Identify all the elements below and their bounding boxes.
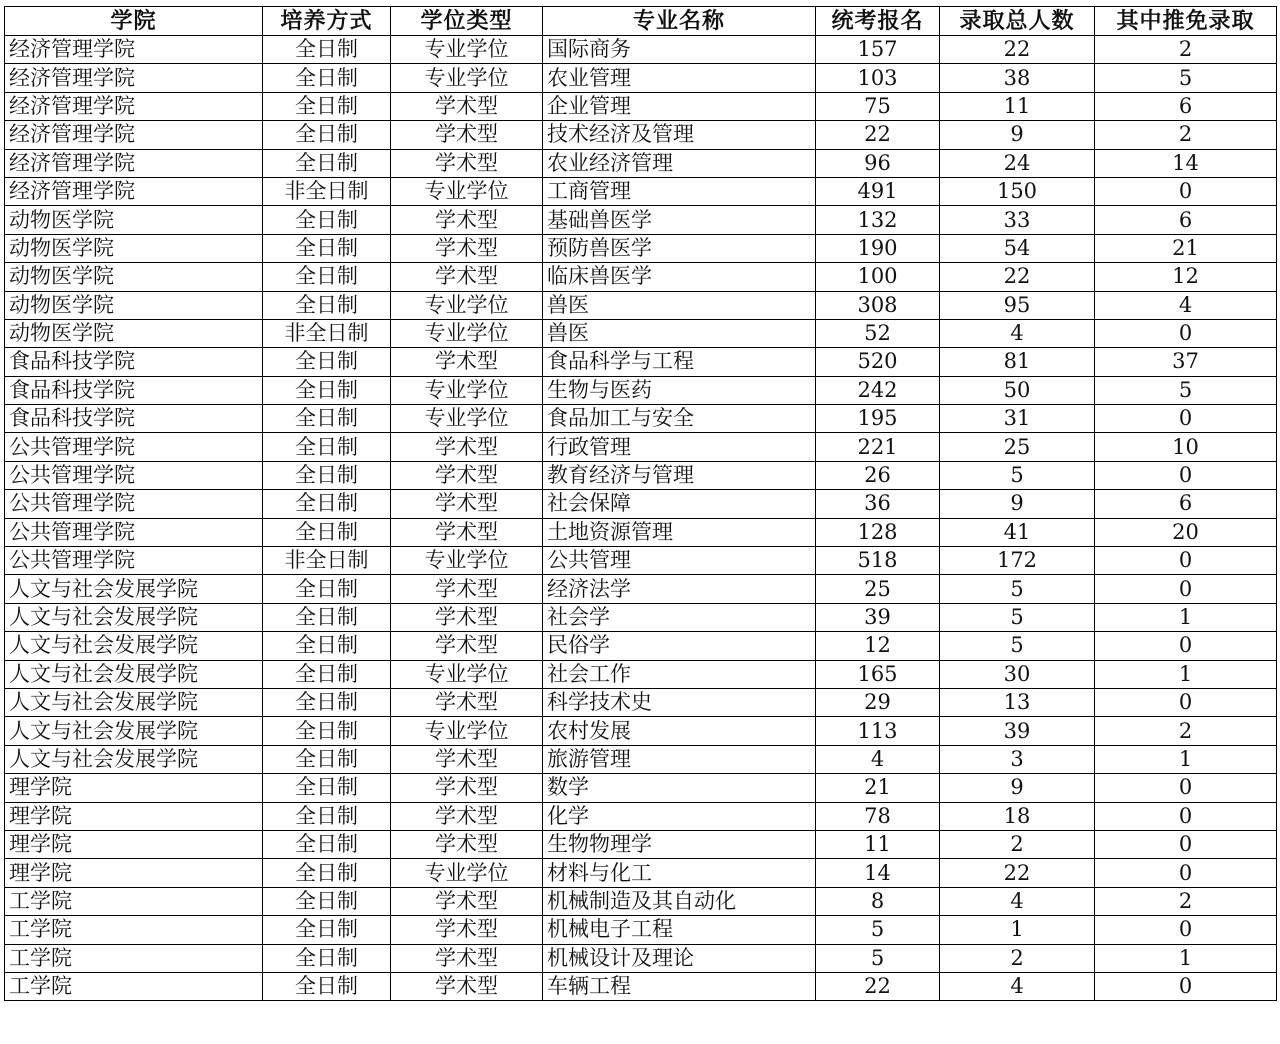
admitted-cell: 172 [940,547,1095,575]
header-degree-type: 学位类型 [391,7,543,36]
recommended-cell: 21 [1095,234,1277,262]
admitted-cell: 54 [940,234,1095,262]
table-row [5,972,1277,1000]
degree-type-cell: 专业学位 [391,64,543,92]
study-mode-cell: 全日制 [263,64,391,92]
degree-type-cell: 学术型 [391,632,543,660]
major-cell: 旅游管理 [543,745,816,773]
admitted-cell: 39 [940,717,1095,745]
study-mode-cell: 全日制 [263,518,391,546]
table-row [5,177,1277,205]
major-cell: 食品科学与工程 [543,348,816,376]
admitted-cell: 41 [940,518,1095,546]
study-mode-cell: 全日制 [263,859,391,887]
recommended-cell: 20 [1095,518,1277,546]
degree-type-cell: 学术型 [391,944,543,972]
applicants-cell: 520 [816,348,940,376]
admissions-table [4,6,1277,1001]
major-cell: 科学技术史 [543,688,816,716]
college-cell: 动物医学院 [5,319,263,347]
major-cell: 工商管理 [543,177,816,205]
admitted-cell: 9 [940,490,1095,518]
table-row [5,717,1277,745]
table-row [5,234,1277,262]
study-mode-cell: 全日制 [263,632,391,660]
table-body [5,36,1277,1001]
college-cell: 人文与社会发展学院 [5,632,263,660]
admitted-cell: 22 [940,36,1095,64]
college-cell: 理学院 [5,774,263,802]
study-mode-cell: 全日制 [263,774,391,802]
applicants-cell: 100 [816,263,940,291]
table-row [5,859,1277,887]
college-cell: 人文与社会发展学院 [5,660,263,688]
recommended-cell: 0 [1095,177,1277,205]
study-mode-cell: 全日制 [263,206,391,234]
table-row [5,887,1277,915]
applicants-cell: 25 [816,575,940,603]
degree-type-cell: 学术型 [391,234,543,262]
college-cell: 理学院 [5,802,263,830]
study-mode-cell: 全日制 [263,490,391,518]
applicants-cell: 190 [816,234,940,262]
recommended-cell: 2 [1095,36,1277,64]
applicants-cell: 242 [816,376,940,404]
study-mode-cell: 全日制 [263,405,391,433]
major-cell: 生物与医药 [543,376,816,404]
college-cell: 动物医学院 [5,291,263,319]
college-cell: 公共管理学院 [5,490,263,518]
recommended-cell: 5 [1095,64,1277,92]
recommended-cell: 0 [1095,461,1277,489]
applicants-cell: 36 [816,490,940,518]
college-cell: 经济管理学院 [5,36,263,64]
major-cell: 材料与化工 [543,859,816,887]
college-cell: 经济管理学院 [5,149,263,177]
major-cell: 经济法学 [543,575,816,603]
college-cell: 工学院 [5,944,263,972]
degree-type-cell: 学术型 [391,887,543,915]
admitted-cell: 22 [940,263,1095,291]
study-mode-cell: 全日制 [263,944,391,972]
degree-type-cell: 学术型 [391,774,543,802]
table-row [5,319,1277,347]
applicants-cell: 22 [816,972,940,1000]
admitted-cell: 2 [940,944,1095,972]
recommended-cell: 0 [1095,405,1277,433]
study-mode-cell: 全日制 [263,36,391,64]
applicants-cell: 39 [816,603,940,631]
recommended-cell: 1 [1095,745,1277,773]
degree-type-cell: 专业学位 [391,36,543,64]
admitted-cell: 24 [940,149,1095,177]
major-cell: 生物物理学 [543,830,816,858]
table-row [5,348,1277,376]
college-cell: 理学院 [5,830,263,858]
major-cell: 预防兽医学 [543,234,816,262]
applicants-cell: 52 [816,319,940,347]
header-recommended: 其中推免录取 [1095,7,1277,36]
degree-type-cell: 专业学位 [391,319,543,347]
recommended-cell: 2 [1095,121,1277,149]
admitted-cell: 38 [940,64,1095,92]
recommended-cell: 0 [1095,319,1277,347]
applicants-cell: 8 [816,887,940,915]
admitted-cell: 4 [940,972,1095,1000]
recommended-cell: 37 [1095,348,1277,376]
major-cell: 农业经济管理 [543,149,816,177]
degree-type-cell: 专业学位 [391,717,543,745]
table-row [5,92,1277,120]
table-row [5,944,1277,972]
admitted-cell: 11 [940,92,1095,120]
recommended-cell: 6 [1095,92,1277,120]
recommended-cell: 0 [1095,632,1277,660]
study-mode-cell: 全日制 [263,745,391,773]
recommended-cell: 0 [1095,688,1277,716]
study-mode-cell: 全日制 [263,291,391,319]
applicants-cell: 29 [816,688,940,716]
degree-type-cell: 学术型 [391,92,543,120]
degree-type-cell: 学术型 [391,575,543,603]
recommended-cell: 2 [1095,717,1277,745]
major-cell: 企业管理 [543,92,816,120]
college-cell: 动物医学院 [5,263,263,291]
major-cell: 社会工作 [543,660,816,688]
applicants-cell: 96 [816,149,940,177]
major-cell: 农业管理 [543,64,816,92]
degree-type-cell: 学术型 [391,802,543,830]
major-cell: 技术经济及管理 [543,121,816,149]
study-mode-cell: 全日制 [263,916,391,944]
major-cell: 临床兽医学 [543,263,816,291]
major-cell: 农村发展 [543,717,816,745]
degree-type-cell: 学术型 [391,433,543,461]
college-cell: 经济管理学院 [5,177,263,205]
applicants-cell: 103 [816,64,940,92]
header-row [5,7,1277,36]
major-cell: 社会保障 [543,490,816,518]
college-cell: 理学院 [5,859,263,887]
admitted-cell: 4 [940,887,1095,915]
major-cell: 教育经济与管理 [543,461,816,489]
recommended-cell: 0 [1095,916,1277,944]
major-cell: 行政管理 [543,433,816,461]
degree-type-cell: 学术型 [391,603,543,631]
applicants-cell: 128 [816,518,940,546]
degree-type-cell: 学术型 [391,972,543,1000]
major-cell: 兽医 [543,291,816,319]
table-row [5,461,1277,489]
recommended-cell: 0 [1095,830,1277,858]
table-row [5,36,1277,64]
admitted-cell: 5 [940,461,1095,489]
major-cell: 机械电子工程 [543,916,816,944]
table-row [5,291,1277,319]
college-cell: 公共管理学院 [5,461,263,489]
degree-type-cell: 学术型 [391,206,543,234]
college-cell: 食品科技学院 [5,376,263,404]
recommended-cell: 0 [1095,859,1277,887]
table-row [5,518,1277,546]
major-cell: 数学 [543,774,816,802]
admitted-cell: 81 [940,348,1095,376]
recommended-cell: 6 [1095,490,1277,518]
study-mode-cell: 全日制 [263,92,391,120]
table-row [5,149,1277,177]
recommended-cell: 12 [1095,263,1277,291]
study-mode-cell: 全日制 [263,688,391,716]
table-row [5,916,1277,944]
table-row [5,688,1277,716]
applicants-cell: 308 [816,291,940,319]
admitted-cell: 5 [940,575,1095,603]
admitted-cell: 1 [940,916,1095,944]
college-cell: 人文与社会发展学院 [5,717,263,745]
college-cell: 经济管理学院 [5,64,263,92]
admitted-cell: 9 [940,774,1095,802]
header-major: 专业名称 [543,7,816,36]
admitted-cell: 22 [940,859,1095,887]
degree-type-cell: 专业学位 [391,405,543,433]
applicants-cell: 11 [816,830,940,858]
header-college: 学院 [5,7,263,36]
table-row [5,433,1277,461]
college-cell: 动物医学院 [5,206,263,234]
admitted-cell: 95 [940,291,1095,319]
table-row [5,405,1277,433]
table-row [5,547,1277,575]
college-cell: 人文与社会发展学院 [5,688,263,716]
table-row [5,575,1277,603]
admitted-cell: 33 [940,206,1095,234]
degree-type-cell: 学术型 [391,461,543,489]
applicants-cell: 78 [816,802,940,830]
study-mode-cell: 全日制 [263,575,391,603]
major-cell: 国际商务 [543,36,816,64]
applicants-cell: 491 [816,177,940,205]
admitted-cell: 18 [940,802,1095,830]
recommended-cell: 0 [1095,575,1277,603]
major-cell: 公共管理 [543,547,816,575]
admitted-cell: 5 [940,632,1095,660]
applicants-cell: 14 [816,859,940,887]
admitted-cell: 2 [940,830,1095,858]
header-admitted: 录取总人数 [940,7,1095,36]
major-cell: 化学 [543,802,816,830]
college-cell: 工学院 [5,972,263,1000]
applicants-cell: 195 [816,405,940,433]
degree-type-cell: 学术型 [391,263,543,291]
study-mode-cell: 全日制 [263,887,391,915]
applicants-cell: 165 [816,660,940,688]
table-row [5,376,1277,404]
applicants-cell: 4 [816,745,940,773]
admitted-cell: 5 [940,603,1095,631]
applicants-cell: 132 [816,206,940,234]
major-cell: 兽医 [543,319,816,347]
table-row [5,64,1277,92]
study-mode-cell: 全日制 [263,603,391,631]
study-mode-cell: 全日制 [263,717,391,745]
recommended-cell: 1 [1095,603,1277,631]
college-cell: 人文与社会发展学院 [5,603,263,631]
applicants-cell: 5 [816,944,940,972]
study-mode-cell: 全日制 [263,802,391,830]
college-cell: 经济管理学院 [5,92,263,120]
recommended-cell: 10 [1095,433,1277,461]
study-mode-cell: 全日制 [263,234,391,262]
major-cell: 民俗学 [543,632,816,660]
admitted-cell: 50 [940,376,1095,404]
recommended-cell: 2 [1095,887,1277,915]
study-mode-cell: 全日制 [263,121,391,149]
degree-type-cell: 学术型 [391,149,543,177]
study-mode-cell: 非全日制 [263,547,391,575]
table-row [5,802,1277,830]
major-cell: 社会学 [543,603,816,631]
applicants-cell: 21 [816,774,940,802]
college-cell: 食品科技学院 [5,348,263,376]
admitted-cell: 4 [940,319,1095,347]
admitted-cell: 25 [940,433,1095,461]
study-mode-cell: 全日制 [263,433,391,461]
college-cell: 动物医学院 [5,234,263,262]
applicants-cell: 157 [816,36,940,64]
college-cell: 公共管理学院 [5,518,263,546]
study-mode-cell: 全日制 [263,830,391,858]
degree-type-cell: 学术型 [391,830,543,858]
recommended-cell: 1 [1095,944,1277,972]
admitted-cell: 30 [940,660,1095,688]
admitted-cell: 150 [940,177,1095,205]
recommended-cell: 4 [1095,291,1277,319]
applicants-cell: 22 [816,121,940,149]
college-cell: 工学院 [5,887,263,915]
major-cell: 食品加工与安全 [543,405,816,433]
admitted-cell: 13 [940,688,1095,716]
table-row [5,603,1277,631]
applicants-cell: 5 [816,916,940,944]
study-mode-cell: 全日制 [263,461,391,489]
college-cell: 食品科技学院 [5,405,263,433]
degree-type-cell: 学术型 [391,688,543,716]
college-cell: 人文与社会发展学院 [5,575,263,603]
degree-type-cell: 专业学位 [391,547,543,575]
applicants-cell: 113 [816,717,940,745]
table-row [5,745,1277,773]
degree-type-cell: 专业学位 [391,376,543,404]
table-row [5,660,1277,688]
recommended-cell: 0 [1095,972,1277,1000]
study-mode-cell: 全日制 [263,348,391,376]
applicants-cell: 26 [816,461,940,489]
major-cell: 基础兽医学 [543,206,816,234]
recommended-cell: 14 [1095,149,1277,177]
table-row [5,632,1277,660]
admitted-cell: 3 [940,745,1095,773]
applicants-cell: 221 [816,433,940,461]
major-cell: 土地资源管理 [543,518,816,546]
applicants-cell: 518 [816,547,940,575]
study-mode-cell: 非全日制 [263,319,391,347]
recommended-cell: 0 [1095,547,1277,575]
study-mode-cell: 全日制 [263,972,391,1000]
recommended-cell: 1 [1095,660,1277,688]
college-cell: 人文与社会发展学院 [5,745,263,773]
study-mode-cell: 全日制 [263,660,391,688]
degree-type-cell: 专业学位 [391,177,543,205]
degree-type-cell: 学术型 [391,121,543,149]
admitted-cell: 31 [940,405,1095,433]
admitted-cell: 9 [940,121,1095,149]
table-row [5,206,1277,234]
degree-type-cell: 学术型 [391,916,543,944]
degree-type-cell: 专业学位 [391,291,543,319]
header-applicants: 统考报名 [816,7,940,36]
recommended-cell: 0 [1095,774,1277,802]
study-mode-cell: 全日制 [263,149,391,177]
recommended-cell: 6 [1095,206,1277,234]
degree-type-cell: 学术型 [391,745,543,773]
applicants-cell: 75 [816,92,940,120]
degree-type-cell: 学术型 [391,518,543,546]
degree-type-cell: 学术型 [391,348,543,376]
table-row [5,490,1277,518]
table-header [5,7,1277,36]
table-row [5,263,1277,291]
study-mode-cell: 非全日制 [263,177,391,205]
major-cell: 机械制造及其自动化 [543,887,816,915]
major-cell: 车辆工程 [543,972,816,1000]
study-mode-cell: 全日制 [263,376,391,404]
college-cell: 公共管理学院 [5,547,263,575]
college-cell: 经济管理学院 [5,121,263,149]
degree-type-cell: 专业学位 [391,859,543,887]
degree-type-cell: 专业学位 [391,660,543,688]
study-mode-cell: 全日制 [263,263,391,291]
major-cell: 机械设计及理论 [543,944,816,972]
recommended-cell: 5 [1095,376,1277,404]
degree-type-cell: 学术型 [391,490,543,518]
table-row [5,830,1277,858]
college-cell: 公共管理学院 [5,433,263,461]
table-row [5,774,1277,802]
header-study-mode: 培养方式 [263,7,391,36]
table-row [5,121,1277,149]
applicants-cell: 12 [816,632,940,660]
recommended-cell: 0 [1095,802,1277,830]
college-cell: 工学院 [5,916,263,944]
